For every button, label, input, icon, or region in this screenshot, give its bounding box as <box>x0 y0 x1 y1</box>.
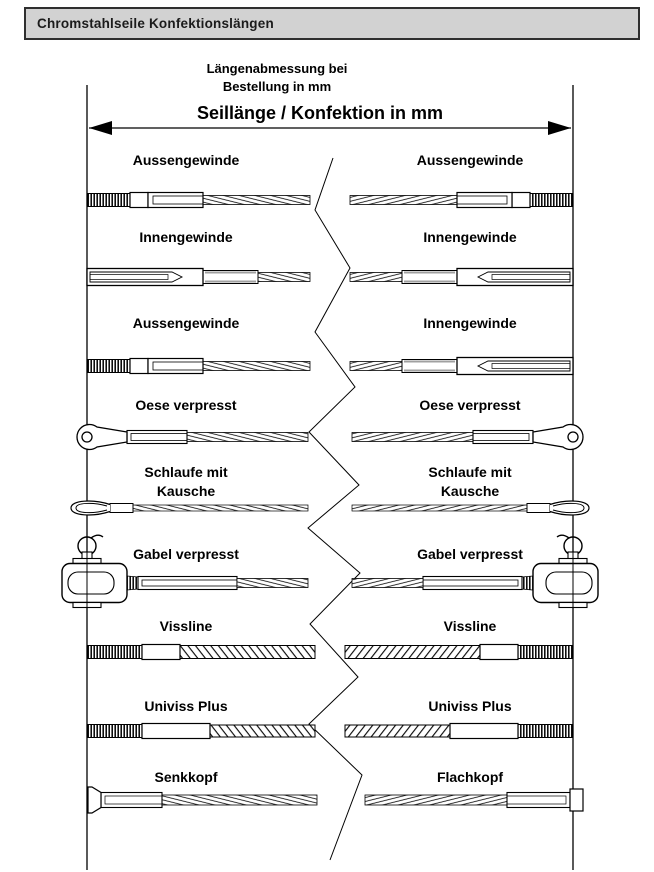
row4-left-label: Oese verpresst <box>135 397 237 413</box>
fitting-innengewinde-row3-right <box>350 358 573 375</box>
dimension-note-line1: Längenabmessung bei <box>206 61 348 76</box>
fitting-senkkopf-row9-left <box>88 787 317 813</box>
fitting-aussengewinde-row3-left <box>87 359 310 374</box>
fitting-oese-row4-right <box>352 425 583 450</box>
fitting-vissline-row7-left <box>87 645 315 660</box>
fitting-schlaufe-row5-left <box>71 501 308 515</box>
fitting-aussengewinde-row1-right <box>350 193 573 208</box>
row7-left-label: Vissline <box>159 618 213 634</box>
fitting-univiss-row8-left <box>87 724 315 739</box>
row6-left-label: Gabel verpresst <box>133 546 239 562</box>
row5-right-label-line2: Kausche <box>440 483 500 499</box>
fitting-schlaufe-row5-right <box>352 501 589 515</box>
row8-left-label: Univiss Plus <box>144 698 228 714</box>
row5-left-label-line2: Kausche <box>156 483 216 499</box>
row3-right-label: Innengewinde <box>423 315 517 331</box>
fitting-innengewinde-row2-left <box>87 269 310 286</box>
row5-left-label-line1: Schlaufe mit <box>144 464 228 480</box>
fitting-flachkopf-row9-right <box>365 789 583 811</box>
row6-right-label: Gabel verpresst <box>417 546 523 562</box>
row1-right-label: Aussengewinde <box>416 152 524 168</box>
dimension-arrow <box>89 121 571 135</box>
fitting-oese-row4-left <box>77 425 308 450</box>
fitting-aussengewinde-row1-left <box>87 193 310 208</box>
row2-left-label: Innengewinde <box>139 229 233 245</box>
fitting-vissline-row7-right <box>345 645 573 660</box>
fitting-innengewinde-row2-right <box>350 269 573 286</box>
row3-left-label: Aussengewinde <box>132 315 240 331</box>
row1-left-label: Aussengewinde <box>132 152 240 168</box>
dimension-label: Seillänge / Konfektion in mm <box>196 103 444 123</box>
row2-right-label: Innengewinde <box>423 229 517 245</box>
row9-left-label: Senkkopf <box>154 769 218 785</box>
fitting-univiss-row8-right <box>345 724 573 739</box>
dimension-note-line2: Bestellung in mm <box>222 79 332 94</box>
row9-right-label: Flachkopf <box>436 769 504 785</box>
section-header-title: Chromstahlseile Konfektionslängen <box>37 16 274 31</box>
row7-right-label: Vissline <box>443 618 497 634</box>
row8-right-label: Univiss Plus <box>428 698 512 714</box>
row4-right-label: Oese verpresst <box>419 397 521 413</box>
row5-right-label-line1: Schlaufe mit <box>428 464 512 480</box>
